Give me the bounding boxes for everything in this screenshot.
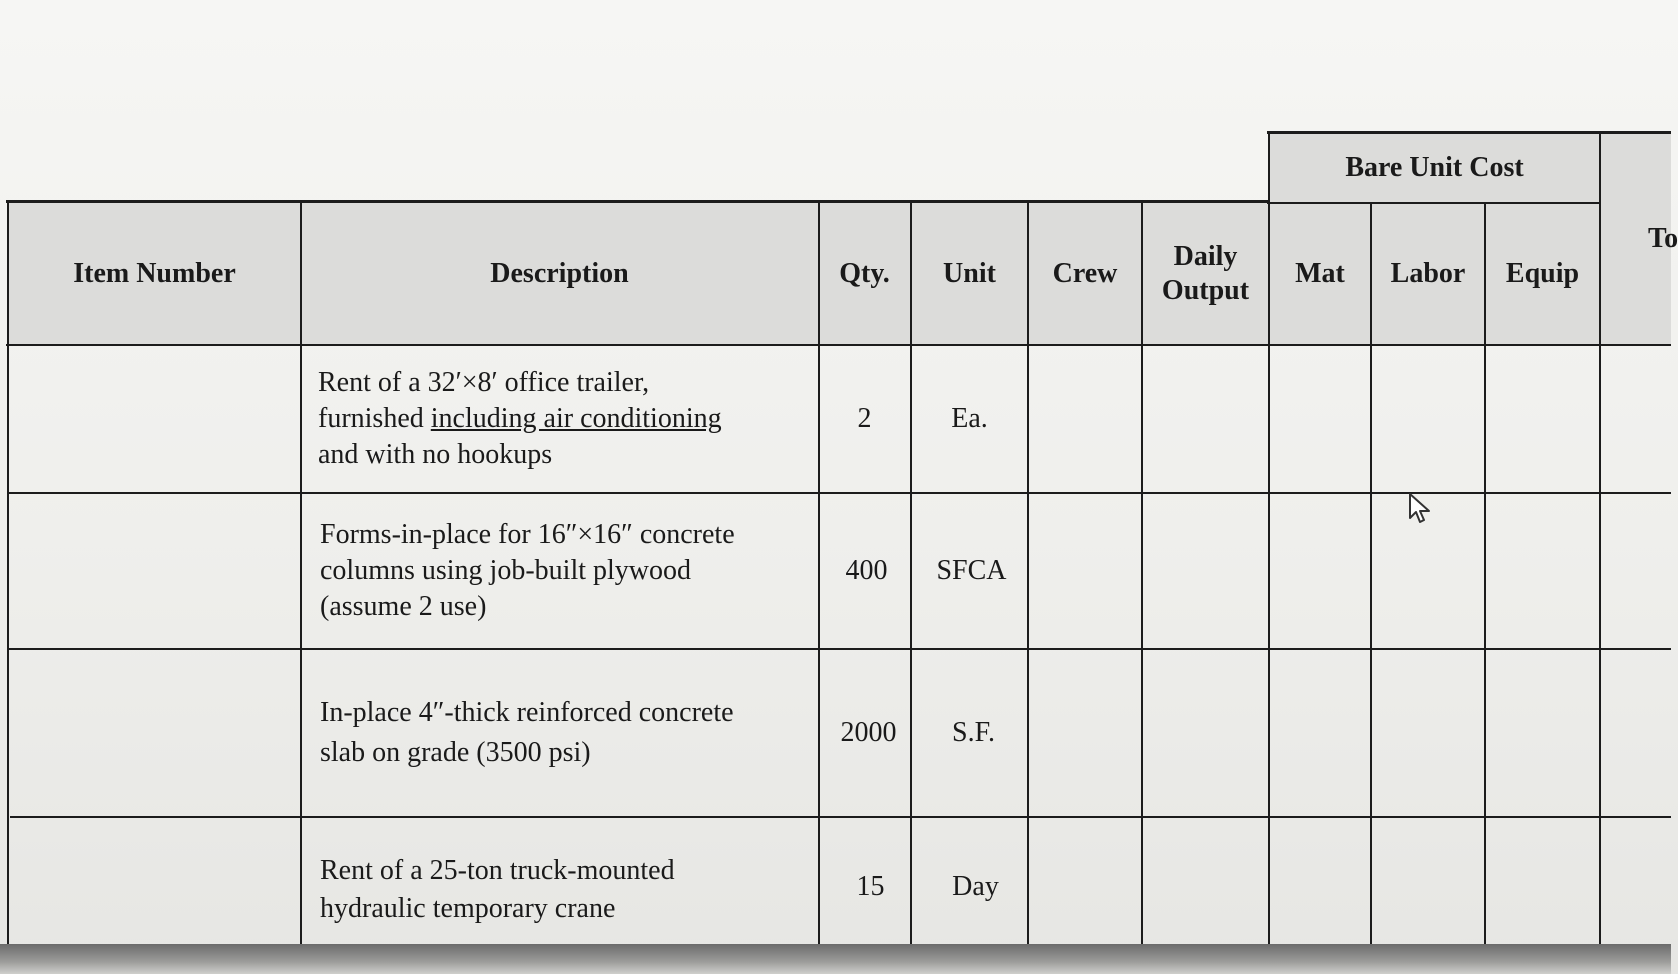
header-unit-label: Unit (943, 258, 996, 289)
header-unit (911, 203, 1028, 345)
col-item-desc-rule (300, 200, 302, 944)
col-unit-crew-rule (1027, 200, 1029, 944)
table-top-rule (1267, 131, 1671, 134)
row4-qty-value: 15 (856, 870, 885, 902)
row4-unit-value: Day (952, 870, 999, 902)
row1-qty-value: 2 (857, 403, 872, 434)
row3-unit (915, 649, 1032, 817)
row3-description-text (320, 693, 734, 773)
header-equip-label: Equip (1505, 258, 1580, 289)
row1-unit (911, 345, 1028, 493)
row1-description (301, 345, 818, 493)
screen-bottom-edge (0, 944, 1671, 974)
row3-qty-value: 2000 (840, 717, 897, 748)
header-bottom-rule (6, 344, 1671, 346)
row2-qty (820, 493, 913, 649)
row2-unit (913, 493, 1030, 649)
row3-description-line: slab on grade (3500 psi) (320, 737, 591, 768)
row3-unit-value: S.F. (952, 717, 995, 748)
row3-bottom-rule (10, 816, 1671, 818)
col-labor-equip-rule (1484, 202, 1486, 944)
row4-description-text (320, 852, 675, 928)
row2-description-text (320, 517, 735, 625)
header-top-rule (6, 200, 1269, 203)
row2-qty-value: 400 (845, 555, 888, 586)
row1-underlined-text: including air conditioning (430, 403, 722, 434)
bare-unit-cost-header (1269, 133, 1600, 203)
col-daily-mat-rule (1268, 131, 1270, 944)
header-description (301, 203, 818, 345)
header-mat-label: Mat (1295, 258, 1345, 289)
col-left-rule (7, 200, 9, 944)
row1-description-line (318, 401, 722, 437)
header-crew-label: Crew (1052, 258, 1118, 289)
row4-description-line: Rent of a 25-ton truck-mounted (320, 854, 675, 886)
row4-description-line: hydraulic temporary crane (320, 892, 616, 924)
header-qty-label: Qty. (839, 258, 890, 289)
col-desc-qty-rule (818, 200, 820, 944)
header-total-label: To (1648, 223, 1678, 254)
header-output-label: Output (1161, 275, 1250, 306)
bare-cost-divider (1267, 202, 1600, 204)
bare-unit-cost-label: Bare Unit Cost (1345, 152, 1524, 183)
header-item-number-label: Item Number (73, 258, 236, 289)
row1-description-line: and with no hookups (318, 439, 553, 470)
row2-description-line: (assume 2 use) (320, 591, 487, 622)
header-daily-label: Daily (1173, 241, 1238, 272)
row4-unit (917, 817, 1034, 944)
header-labor-label: Labor (1390, 258, 1466, 289)
row1-description-fragment: furnished (318, 403, 431, 434)
col-equip-total-rule (1599, 131, 1601, 944)
header-qty (818, 203, 911, 345)
row2-description-line: columns using job-built plywood (320, 555, 691, 586)
row1-description-line: Rent of a 32′×8′ office trailer, (318, 367, 650, 398)
header-labor (1371, 203, 1485, 345)
row3-qty (822, 649, 915, 817)
col-mat-labor-rule (1370, 202, 1372, 944)
header-equip (1485, 203, 1600, 345)
row1-item-number-cell[interactable] (8, 345, 301, 493)
header-description-label: Description (490, 258, 629, 289)
row1-qty (818, 345, 911, 493)
header-mat (1269, 203, 1371, 345)
row2-description (303, 493, 820, 649)
row2-unit-value: SFCA (936, 555, 1007, 586)
header-crew (1028, 203, 1142, 345)
col-crew-daily-rule (1141, 200, 1143, 944)
row1-unit-value: Ea. (951, 403, 988, 434)
row2-description-line: Forms-in-place for 16″×16″ concrete (320, 519, 735, 550)
row2-bottom-rule (9, 648, 1671, 650)
header-daily-output (1142, 203, 1269, 345)
col-qty-unit-rule (910, 200, 912, 944)
header-total-cut (1600, 133, 1678, 345)
row3-description-line: In-place 4″-thick reinforced concrete (320, 697, 734, 728)
row1-description-text (318, 365, 722, 473)
header-item-number (8, 203, 301, 345)
row4-qty (824, 817, 917, 944)
row4-description (303, 817, 824, 944)
row3-description (303, 649, 822, 817)
mouse-pointer-icon (1408, 492, 1434, 526)
